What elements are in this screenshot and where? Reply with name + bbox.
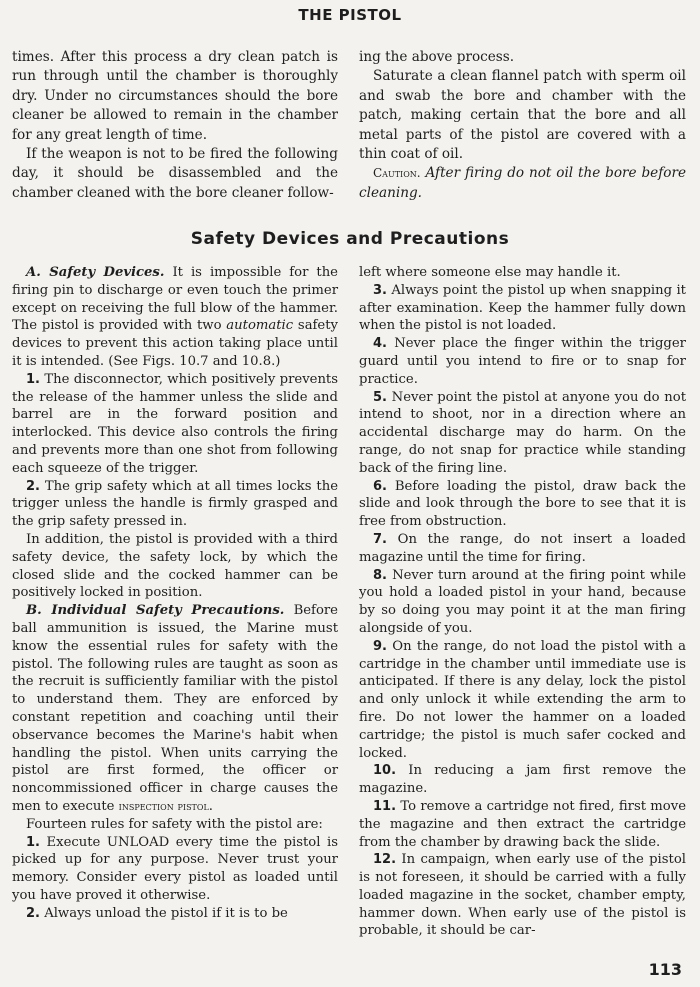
rule-text: Always point the pistol up when snapping it after examination. Keep the hammer fully down when the pistol is not loaded. — [359, 282, 686, 334]
item-text: The disconnector, which positively prevents the release of the hammer unless the slide and barrel are in the forward position and interlocked. This device also controls the firing and prevents more than one shot from following each squeeze of the trigger. — [12, 371, 339, 476]
paragraph: In addition, the pistol is provided with a third safety device, the safety lock, by which the closed slide and the cocked hammer can be positively locked in position. — [12, 531, 338, 601]
paragraph: Fourteen rules for safety with the pistol are: — [26, 816, 323, 832]
subhead-precautions: B. Individual Safety Precautions. — [26, 603, 285, 619]
top-left-column — [12, 48, 338, 203]
rule-number: 2. — [26, 905, 40, 921]
paragraph-precautions — [12, 602, 338, 816]
device-item — [12, 371, 338, 478]
item-text: The grip safety which at all times locks the trigger unless the handle is firmly grasped and the grip safety pressed in. — [12, 478, 338, 530]
paragraph-safety-devices — [12, 264, 338, 371]
rule-number: 4. — [373, 336, 387, 352]
rule-text: In campaign, when early use of the pistol is not foreseen, it should be carried with a fully loaded magazine in the socket, chamber empty, hammer down. When early use of the pistol is probable, it should be car- — [359, 852, 686, 939]
rule-item — [12, 905, 338, 923]
rule-number: 10. — [373, 763, 397, 779]
bottom-right-column — [359, 264, 686, 940]
rule-item — [359, 798, 686, 851]
rule-text: To remove a cartridge not fired, first move the magazine and then extract the cartridge from the chamber by drawing back the slide. — [359, 798, 687, 850]
text-run: It is impossible for the firing pin to discharge or even touch the primer except on receiving the full blow of the hammer. The pistol is provided with two — [12, 265, 338, 334]
item-number: 1. — [26, 371, 40, 387]
rule-text: On the range, do not insert a loaded magazine until the time for firing. — [359, 531, 686, 565]
rule-text: On the range, do not load the pistol with a cartridge in the chamber until immediate use is anticipated. If there is any delay, lock the pistol and only unlock it while extending the arm to fire. Do not lower the hammer on a loaded cartridge; the pistol is much safer cocked and locked. — [359, 638, 686, 761]
paragraph: left where someone else may handle it. — [359, 265, 621, 280]
section-title: Safety Devices and Precautions — [190, 229, 510, 249]
caution-text: After firing do not oil the bore before cleaning. — [359, 165, 686, 201]
rule-number: 7. — [373, 531, 387, 547]
subhead-safety-devices: A. Safety Devices. — [26, 265, 165, 280]
bottom-left-column — [12, 264, 338, 922]
rule-number: 3. — [373, 282, 387, 298]
rule-number: 11. — [373, 798, 397, 814]
paragraph: Saturate a clean flannel patch with sperm oil and swab the bore and chamber with the patch, making certain that the bore and all metal parts of the pistol are covered with a thin coat of oil. — [359, 68, 686, 163]
rule-number: 9. — [373, 638, 387, 654]
running-header: THE PISTOL — [298, 6, 402, 24]
emphasis: automatic — [226, 318, 294, 334]
rule-item — [359, 478, 686, 531]
text-run: Before ball ammunition is issued, the Marine must know the essential rules for safety with the pistol. The following rules are taught as soon as the recruit is sufficiently familiar with the pistol to understand them. They are enforced by constant repetition and coaching until their observance becomes the Marine's habit when handling the pistol. When units carrying the pistol are first formed, the officer or noncommissioned officer in charge causes the men to execute — [12, 603, 338, 814]
rule-text: Execute UNLOAD every time the pistol is picked up for any purpose. Never trust your memory. Consider every pistol as loaded until you have proved it otherwise. — [12, 834, 338, 903]
rule-item — [359, 851, 686, 940]
item-number: 2. — [26, 478, 40, 494]
rule-text: Never turn around at the firing point while you hold a loaded pistol in your hand, because by so doing you may point it at the man firing alongside of you. — [359, 567, 686, 636]
rule-number: 12. — [373, 852, 397, 868]
paragraph: ing the above process. — [359, 49, 515, 65]
rule-text: Before loading the pistol, draw back the slide and look through the bore to see that it is free from obstruction. — [359, 478, 686, 530]
rule-text: In reducing a jam first remove the magazine. — [359, 763, 686, 797]
rule-text: Never point the pistol at anyone you do not intend to shoot, nor in a direction where an accidental discharge may do harm. On the range, do not snap for practice while standing back of the firing line. — [359, 389, 686, 476]
rule-item — [359, 762, 686, 798]
rule-number: 8. — [373, 567, 387, 583]
rule-item — [359, 389, 686, 478]
device-item — [12, 478, 338, 531]
text-run: . — [208, 798, 213, 814]
top-right-column — [359, 48, 686, 203]
paragraph: If the weapon is not to be fired the following day, it should be disassembled and the chamber cleaned with the bore cleaner follow- — [12, 146, 338, 201]
rule-item — [359, 531, 686, 567]
rule-number: 6. — [373, 478, 387, 494]
rule-text: Never place the finger within the trigger guard until you intend to fire or to snap for practice. — [359, 336, 686, 387]
rule-item — [359, 638, 686, 763]
rule-item — [359, 282, 686, 335]
rule-number: 5. — [373, 389, 387, 405]
caution-label: Caution. — [373, 166, 421, 181]
page-number: 113 — [648, 960, 682, 979]
paragraph: times. After this process a dry clean patch is run through until the chamber is thoroughly dry. Under no circumstances should the bore cleaner be allowed to remain in the chamber for any great length of time. — [12, 49, 338, 143]
command-text: inspection pistol — [118, 798, 209, 813]
text-run: safety devices to prevent this action taking place until it is intended. (See Figs. 10.7 and 10.8.) — [12, 318, 338, 369]
rule-item — [359, 335, 686, 388]
rule-number: 1. — [26, 834, 40, 850]
caution-paragraph — [359, 164, 686, 203]
rule-item — [359, 567, 686, 638]
rule-text: Always unload the pistol if it is to be — [44, 905, 288, 921]
rule-item — [12, 834, 338, 905]
